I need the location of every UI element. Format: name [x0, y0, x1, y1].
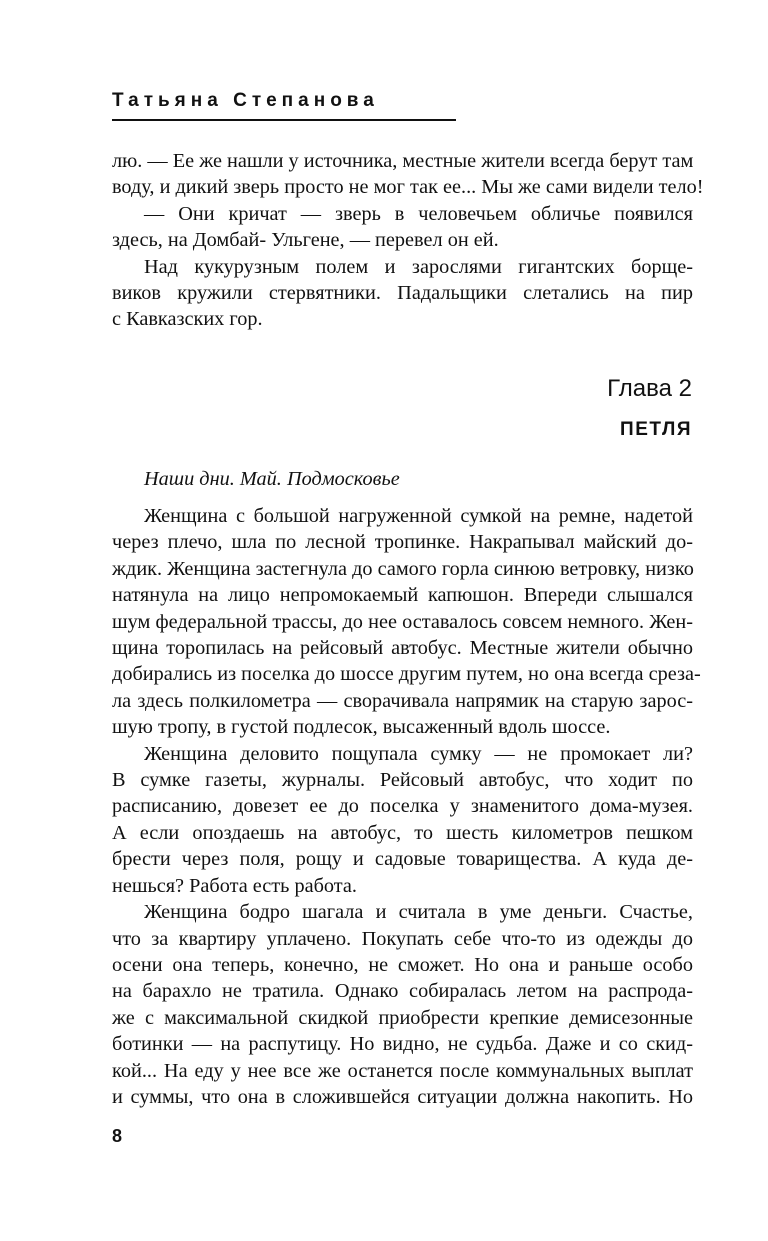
text-line: Женщина деловито пощупала сумку — не промокает ли? [144, 742, 693, 765]
text-line: и суммы, что она в сложившейся ситуации должна накопить. Но [112, 1085, 693, 1108]
text-line: ла здесь полкилометра — сворачивала напрямик на старую зарос- [112, 689, 693, 712]
text-line: шую тропу, в густой подлесок, высаженный вдоль шоссе. [112, 716, 611, 739]
text-line: здесь, на Домбай- Ульгене, — перевел он ей. [112, 229, 499, 252]
text-line: Над кукурузным полем и зарослями гигантских борще- [144, 255, 693, 278]
text-line: ботинки — на распутицу. Но видно, не судьба. Даже и со скид- [112, 1033, 693, 1056]
page-number: 8 [112, 1126, 123, 1146]
text-line: лю. — Ее же нашли у источника, местные жители всегда берут там [112, 150, 694, 172]
text-line: через плечо, шла по лесной тропинке. Накрапывал майский до- [112, 531, 693, 554]
text-line: воду, и дикий зверь просто не мог так ее... Мы же сами видели тело! [112, 176, 704, 199]
text-line: виков кружили стервятники. Падальщики слетались на пир [112, 282, 693, 305]
text-line: щина торопилась на рейсовый автобус. Местные жители обычно [112, 637, 693, 660]
text-line: шум федеральной трассы, до нее оставалось совсем немного. Жен- [112, 610, 693, 633]
text-line: ждик. Женщина застегнула до самого горла синюю ветровку, низко [112, 557, 694, 580]
text-block-main [112, 503, 701, 1110]
chapter-epigraph: Наши дни. Май. Подмосковье [144, 468, 400, 490]
text-line: Женщина бодро шагала и считала в уме деньги. Счастье, [144, 901, 693, 924]
text-line: — Они кричат — зверь в человечьем обличье появился [144, 202, 693, 225]
header-rule [112, 119, 456, 121]
text-line: что за квартиру уплачено. Покупать себе что-то из одежды до [112, 927, 693, 950]
text-line: же с максимальной скидкой приобрести крепкие демисезонные [112, 1006, 693, 1029]
text-line: натянула на лицо непромокаемый капюшон. Впереди слышался [112, 584, 693, 607]
chapter-title: ПЕТЛЯ [620, 419, 692, 440]
text-block-top [112, 148, 704, 333]
text-line: расписанию, довезет ее до поселка у знаменитого дома-музея. [112, 795, 693, 818]
text-line: нешься? Работа есть работа. [112, 874, 357, 897]
text-line: брести через поля, рощу и садовые товарищества. А куда де- [112, 848, 693, 871]
text-line: Женщина с большой нагруженной сумкой на ремне, надетой [144, 505, 693, 527]
text-line: В сумке газеты, журналы. Рейсовый автобус, что ходит по [112, 769, 693, 792]
text-line: на барахло не тратила. Однако собиралась летом на распрода- [112, 980, 693, 1003]
text-line: с Кавказских гор. [112, 308, 263, 331]
chapter-number: Глава 2 [607, 375, 692, 402]
text-line: А если опоздаешь на автобус, то шесть километров пешком [112, 821, 693, 844]
text-line: кой... На еду у нее все же останется после коммунальных выплат [112, 1059, 693, 1082]
text-line: осени она теперь, конечно, не сможет. Но она и раньше особо [112, 953, 693, 976]
running-header-author: Татьяна Степанова [112, 90, 379, 111]
text-line: добирались из поселка до шоссе другим путем, но она всегда среза- [112, 663, 701, 686]
